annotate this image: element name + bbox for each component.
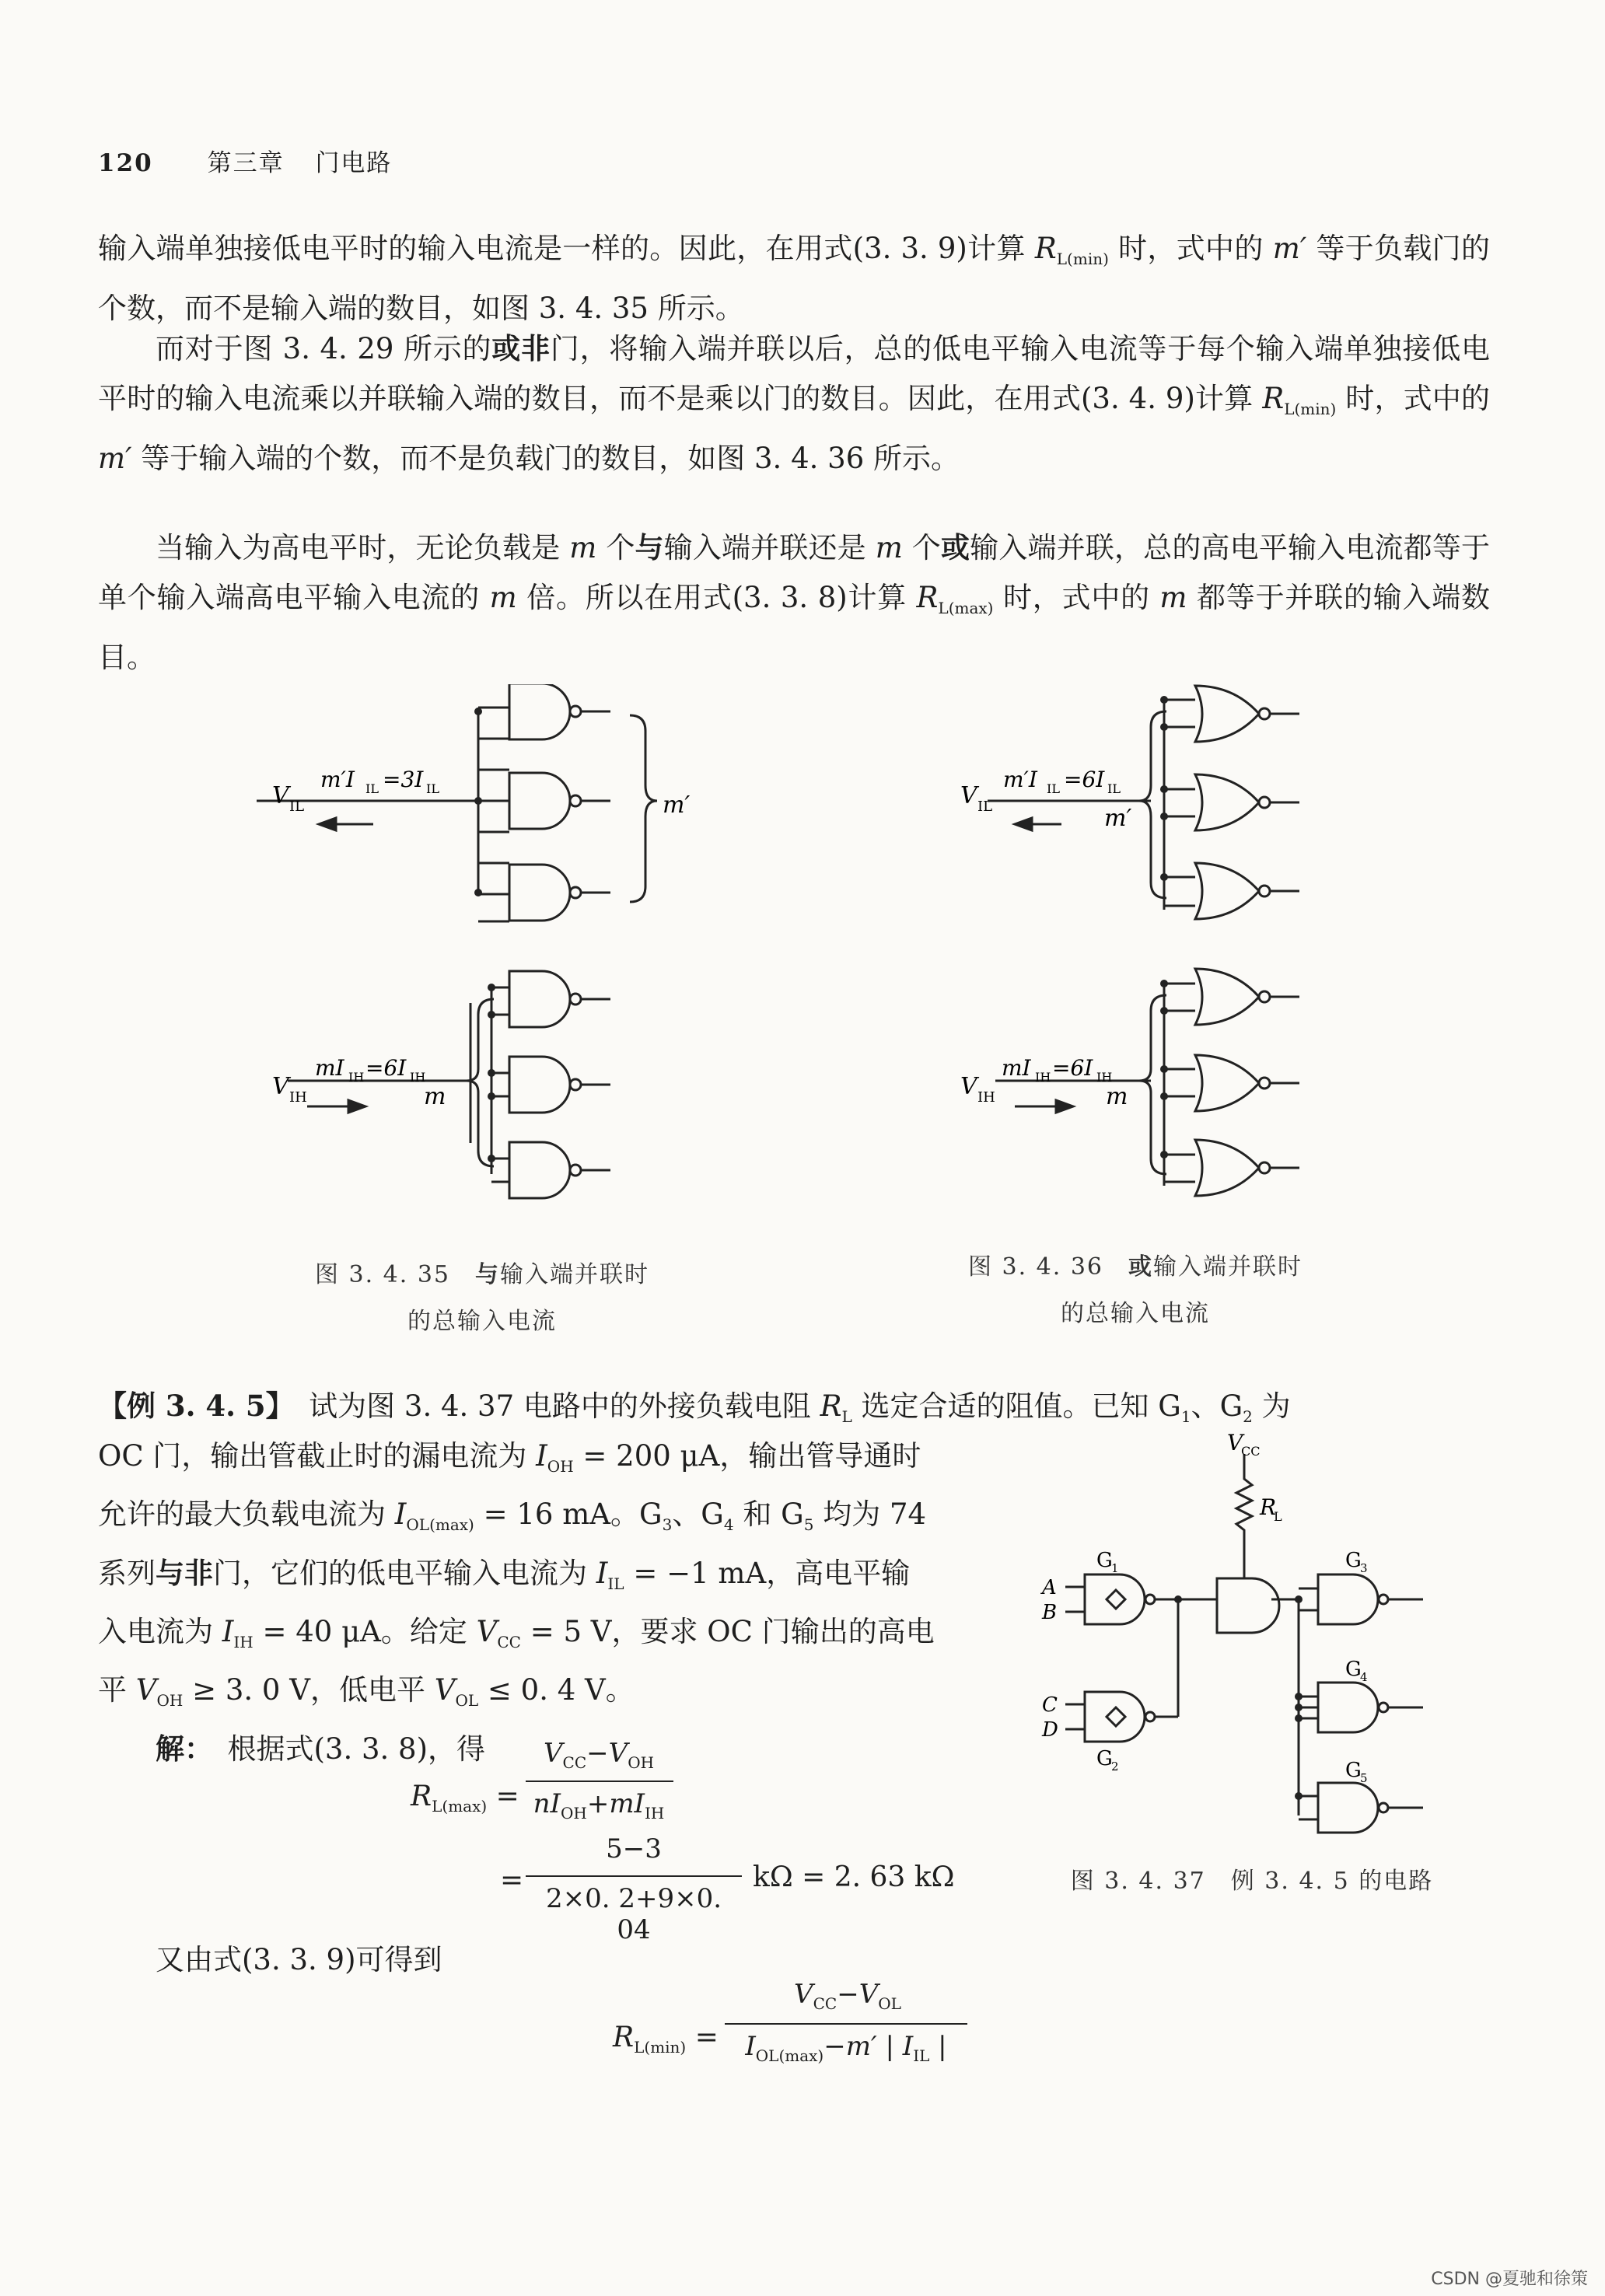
also-text: 又由式(3. 3. 9)可得到 bbox=[156, 1943, 442, 1976]
fig35-bot-label-sub: IH bbox=[348, 1070, 365, 1085]
fig36-caption: 图 3. 4. 36 或输入端并联时 的总输入电流 bbox=[967, 1253, 1303, 1327]
fig37-g4-sub: 4 bbox=[1360, 1670, 1368, 1684]
eq2-numerator: 5−3 bbox=[606, 1833, 662, 1864]
solution-label: 解： bbox=[156, 1732, 199, 1766]
fig36-bot-brace-label: m bbox=[1106, 1083, 1128, 1110]
fig37-input-a: A bbox=[1042, 1576, 1057, 1599]
fig35-top-gates bbox=[474, 684, 610, 921]
fig36-top-v: V bbox=[960, 782, 977, 809]
eq3-fraction-bar bbox=[725, 2023, 967, 2025]
fig37-g3-label: G bbox=[1345, 1549, 1362, 1572]
fig37-g2-label: G bbox=[1096, 1747, 1113, 1770]
fig35-bot-label-rhs-sub: IH bbox=[410, 1070, 426, 1085]
eq1-lhs: $R_{L(max)}$ = bbox=[411, 1781, 519, 1815]
fig37-input-c: C bbox=[1042, 1693, 1058, 1717]
fig37-vcc-sub: CC bbox=[1241, 1444, 1261, 1459]
fig37-g2-sub: 2 bbox=[1111, 1760, 1119, 1774]
fig35-bot-v-sub: IH bbox=[289, 1089, 307, 1106]
figures-35-36 bbox=[0, 684, 1605, 1260]
eq3-numerator: $V_{CC}-V_{OL}$ bbox=[794, 1979, 901, 2013]
chapter-label: 第三章 bbox=[207, 149, 285, 177]
fig37-caption: 图 3. 4. 37 例 3. 4. 5 的电路 bbox=[1070, 1868, 1434, 1895]
page-header bbox=[98, 143, 392, 178]
fig37-g3-sub: 3 bbox=[1360, 1561, 1368, 1575]
eq3-lhs: $R_{L(min)}$ = bbox=[613, 2022, 719, 2057]
fig37-g5-sub: 5 bbox=[1360, 1771, 1368, 1785]
fig35-bot-label: mI bbox=[315, 1055, 344, 1081]
paragraph-1: 输入端单独接低电平时的输入电流是一样的。因此，在用式(3. 3. 9)计算 $R_{L(min)}$ 时，式中的 m′ 等于负载门的个数，而不是输入端的数目，如图 3. 4. 35 所示。 bbox=[98, 232, 1490, 325]
eq1-numerator: $V_{CC}-V_{OH}$ bbox=[543, 1738, 655, 1772]
fig37-input-b: B bbox=[1042, 1601, 1058, 1624]
fig36-bot-label-sub: IH bbox=[1035, 1070, 1051, 1085]
fig37-g1-label: G bbox=[1096, 1549, 1113, 1572]
fig37-g1-sub: 1 bbox=[1111, 1561, 1119, 1575]
fig37-vcc-label: V bbox=[1227, 1431, 1243, 1456]
fig37-g5-label: G bbox=[1345, 1759, 1362, 1782]
fig35-top-label-rhs-sub: IL bbox=[426, 781, 439, 796]
fig35-top-label-sub: IL bbox=[365, 781, 379, 796]
paragraph-3: 当输入为高电平时，无论负载是 m 个与输入端并联还是 m 个或输入端并联，总的高电平输入电流都等于单个输入端高电平输入电流的 m 倍。所以在用式(3. 3. 8)计算 $R_{L(max)}$ 时，式中的 m 都等于并联的输入端数目。 bbox=[98, 530, 1491, 674]
eq2-result: kΩ = 2. 63 kΩ bbox=[753, 1861, 955, 1893]
fig37-circuit bbox=[1003, 1431, 1501, 1835]
eq1-denominator: $nI_{OH}+mI_{IH}$ bbox=[533, 1788, 665, 1822]
fig37-g4-label: G bbox=[1345, 1658, 1362, 1681]
fig35-top-label-rhs: =3I bbox=[383, 767, 424, 792]
fig36-bot-label: mI bbox=[1002, 1055, 1031, 1081]
fig35-top-v: V bbox=[272, 782, 289, 809]
fig35-caption: 图 3. 4. 35 与输入端并联时 的总输入电流 bbox=[314, 1261, 650, 1335]
fig36-top-label: m′I bbox=[1003, 767, 1037, 792]
eq2-denominator: 2×0. 2+9×0. 04 bbox=[545, 1883, 722, 1945]
fig35-bot-label-rhs: =6I bbox=[365, 1055, 407, 1081]
example-body: OC 门，输出管截止时的漏电流为 $I_{OH} = 200$ μA，输出管导通时 允许的最大负载电流为 $I_{OL(max)} = 16$ mA。$G_3$、$G_4$ 和 $G_5$ 均为 74 系列与非门，它们的低电平输入电流为 $I_{IL} = -1$ mA，高电平输 入电流为 $I_{IH} = 40$ μA。给定 $V_{CC} = 5$ V，要求 OC 门输出的高电 平 $V_{OH} \ge 3$. 0 V，低电平 $V_{OL} \le 0$. 4 V。 解： 根据式(3. 3. 8)，得 bbox=[98, 1439, 935, 1766]
fig36-top-label-rhs-sub: IL bbox=[1107, 781, 1121, 796]
fig37-input-d: D bbox=[1042, 1718, 1058, 1742]
fig36-bot-v-sub: IH bbox=[977, 1089, 995, 1106]
example-line-1: 【例 3. 4. 5】 试为图 3. 4. 37 电路中的外接负载电阻 $R_L$ 选定合适的阻值。已知 $G_1$、$G_2$ 为 bbox=[98, 1389, 1291, 1426]
fig36-bot-v: V bbox=[960, 1073, 977, 1100]
fig35-bot-brace-label: m bbox=[424, 1083, 446, 1110]
fig36-bot-label-rhs-sub: IH bbox=[1096, 1070, 1113, 1085]
fig35-bot-v: V bbox=[272, 1073, 289, 1100]
fig35-top-v-sub: IL bbox=[289, 799, 305, 815]
fig37-rl-label: R bbox=[1260, 1494, 1277, 1520]
fig36-bottom-gates bbox=[1160, 969, 1299, 1196]
fig35-bottom-circuit bbox=[288, 987, 509, 1182]
fig36-top-brace-label: m′ bbox=[1104, 805, 1132, 832]
eq1-fraction-bar bbox=[526, 1781, 673, 1782]
fig36-bot-label-rhs: =6I bbox=[1052, 1055, 1093, 1081]
eq2-fraction-bar bbox=[526, 1875, 742, 1877]
fig36-top-v-sub: IL bbox=[977, 799, 993, 815]
page-number: 120 bbox=[98, 149, 153, 177]
eq2-equals: = bbox=[500, 1864, 524, 1896]
eq3-denominator: $I_{OL(max)}-m'$ | $I_{IL}$ | bbox=[745, 2031, 947, 2065]
paragraph-2: 而对于图 3. 4. 29 所示的或非门，将输入端并联以后，总的低电平输入电流等于每个输入端单独接低电平时的输入电流乘以并联输入端的数目，而不是乘以门的数目。因此，在用式(3. 4. 9)计算 $R_{L(min)}$ 时，式中的 m′ 等于输入端的个数，而不是负载门的数目，如图 3. 4. 36 所示。 bbox=[98, 331, 1491, 475]
fig35-bottom-gates bbox=[488, 971, 610, 1198]
fig35-top-circuit bbox=[257, 684, 657, 921]
fig36-top-gates bbox=[1160, 686, 1299, 919]
example-title: 【例 3. 4. 5】 bbox=[98, 1389, 281, 1423]
fig35-top-label: m′I bbox=[320, 767, 355, 792]
fig37-rl-sub: L bbox=[1274, 1509, 1282, 1524]
fig35-top-brace-label: m′ bbox=[663, 792, 691, 819]
csdn-watermark: CSDN @夏驰和徐策 bbox=[1431, 2270, 1588, 2289]
fig36-top-label-rhs: =6I bbox=[1064, 767, 1105, 792]
fig36-top-label-sub: IL bbox=[1047, 781, 1060, 796]
section-title: 门电路 bbox=[315, 149, 393, 177]
